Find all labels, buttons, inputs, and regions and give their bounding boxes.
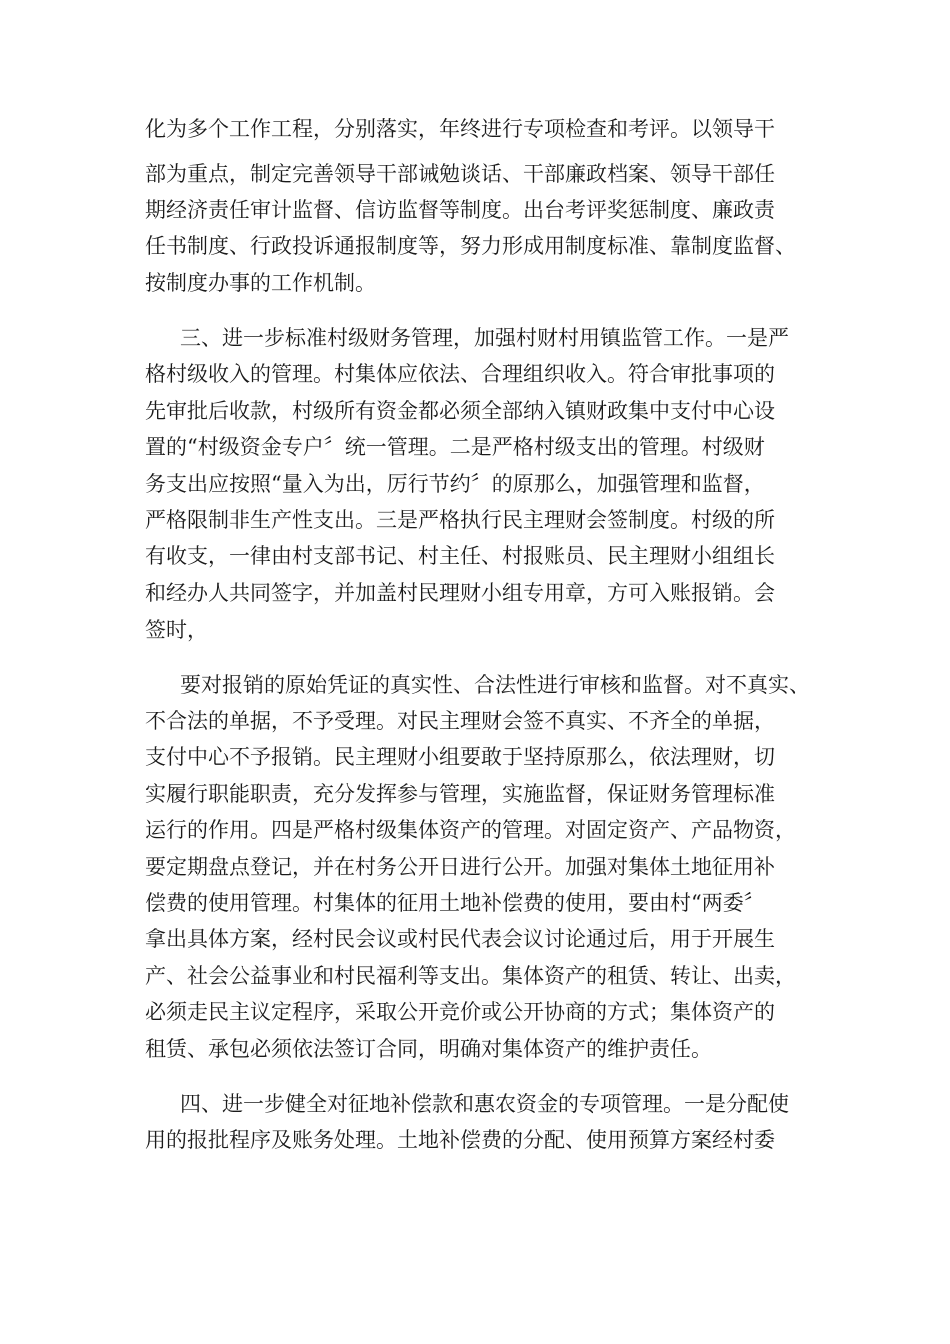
- text-line: 签时，: [145, 618, 208, 642]
- text-line: 化为多个工作工程，分别落实，年终进行专项检查和考评。以领导干: [145, 117, 775, 141]
- text-line: 运行的作用。四是严格村级集体资产的管理。对固定资产、产品物资，: [145, 818, 796, 842]
- text-line: 格村级收入的管理。村集体应依法、合理组织收入。符合审批事项的: [145, 362, 775, 386]
- text-line: 用的报批程序及账务处理。土地补偿费的分配、使用预算方案经村委: [145, 1128, 775, 1152]
- text-line: 严格限制非生产性支出。三是严格执行民主理财会签制度。村级的所: [145, 508, 775, 532]
- paragraph-start-line: 四、进一步健全对征地补偿款和惠农资金的专项管理。一是分配使: [180, 1092, 789, 1116]
- text-line: 租赁、承包必须依法签订合同，明确对集体资产的维护责任。: [145, 1037, 712, 1061]
- text-line: 实履行职能职责，充分发挥参与管理，实施监督，保证财务管理标准: [145, 782, 775, 806]
- text-line: 先审批后收款，村级所有资金都必须全部纳入镇财政集中支付中心设: [145, 399, 775, 423]
- text-line: 部为重点，制定完善领导干部诫勉谈话、干部廉政档案、领导干部任: [145, 162, 775, 186]
- text-line: 产、社会公益事业和村民福利等支出。集体资产的租赁、转让、出卖，: [145, 964, 796, 988]
- text-line: 偿费的使用管理。村集体的征用土地补偿费的使用，要由村“两委〞: [145, 891, 765, 915]
- text-line: 和经办人共同签字，并加盖村民理财小组专用章，方可入账报销。会: [145, 581, 775, 605]
- text-line: 务支出应按照“量入为出，厉行节约〞的原那么，加强管理和监督，: [145, 472, 765, 496]
- text-line: 按制度办事的工作机制。: [145, 271, 376, 295]
- paragraph-start-line: 三、进一步标准村级财务管理，加强村财村用镇监管工作。一是严: [180, 326, 789, 350]
- text-line: 支付中心不予报销。民主理财小组要敢于坚持原那么，依法理财，切: [145, 745, 775, 769]
- text-line: 要定期盘点登记，并在村务公开日进行公开。加强对集体土地征用补: [145, 855, 775, 879]
- text-line: 不合法的单据，不予受理。对民主理财会签不真实、不齐全的单据，: [145, 709, 775, 733]
- text-line: 有收支，一律由村支部书记、村主任、村报账员、民主理财小组组长: [145, 544, 775, 568]
- text-line: 任书制度、行政投诉通报制度等，努力形成用制度标准、靠制度监督、: [145, 234, 796, 258]
- paragraph-start-line: 要对报销的原始凭证的真实性、合法性进行审核和监督。对不真实、: [180, 673, 810, 697]
- text-line: 拿出具体方案，经村民会议或村民代表会议讨论通过后，用于开展生: [145, 927, 775, 951]
- text-line: 必须走民主议定程序，采取公开竞价或公开协商的方式；集体资产的: [145, 1000, 775, 1024]
- text-line: 期经济责任审计监督、信访监督等制度。出台考评奖惩制度、廉政责: [145, 198, 775, 222]
- text-line: 置的“村级资金专户〞统一管理。二是严格村级支出的管理。村级财: [145, 435, 765, 459]
